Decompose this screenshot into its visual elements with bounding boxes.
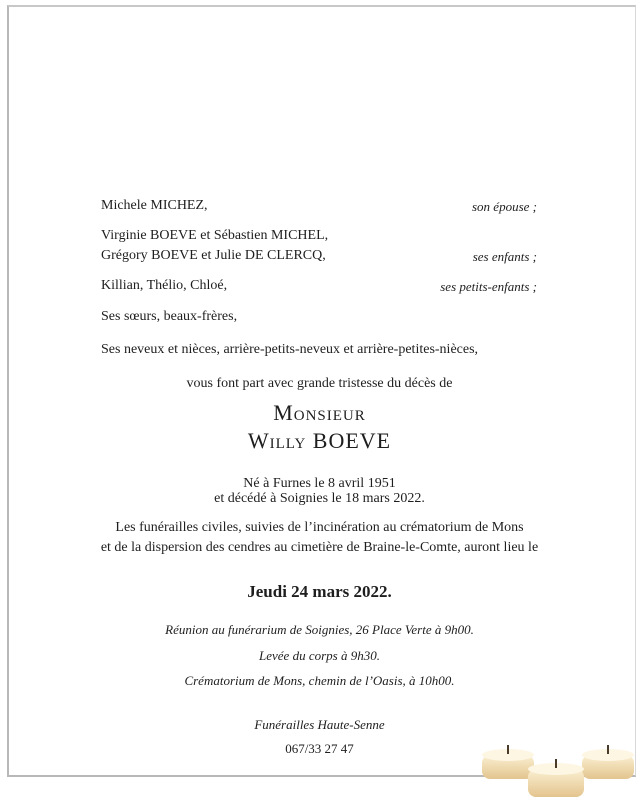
birth-info: Né à Furnes le 8 avril 1951 — [243, 476, 396, 491]
family-spouse-name: Michele MICHEZ, — [101, 198, 208, 213]
family-grandchildren-name: Killian, Thélio, Chloé, — [101, 278, 228, 293]
funeral-home-name: Funérailles Haute-Senne — [254, 717, 385, 732]
candle-icon — [482, 745, 534, 779]
death-info: et décédé à Soignies le 18 mars 2022. — [214, 491, 425, 506]
funeral-home-phone: 067/33 27 47 — [285, 741, 354, 756]
candles-illustration — [470, 745, 639, 800]
schedule-item-2: Levée du corps à 9h30. — [259, 648, 380, 663]
funeral-text-1: Les funérailles civiles, suivies de l’incinération au crématorium de Mons — [115, 520, 524, 535]
family-children-name-2: Grégory BOEVE et Julie DE CLERCQ, — [101, 248, 326, 263]
funeral-date: Jeudi 24 mars 2022. — [247, 582, 392, 601]
family-nephews: Ses neveux et nièces, arrière-petits-neveux et arrière-petites-nièces, — [101, 342, 479, 357]
funeral-text-2: et de la dispersion des cendres au cimetière de Braine-le-Comte, auront lieu le — [100, 540, 539, 555]
family-children-name-1: Virginie BOEVE et Sébastien MICHEL, — [101, 228, 329, 243]
announcement: vous font part avec grande tristesse du décès de — [186, 376, 453, 391]
schedule-item-1: Réunion au funérarium de Soignies, 26 Place Verte à 9h00. — [165, 622, 474, 637]
schedule-item-3: Crématorium de Mons, chemin de l’Oasis, à 10h00. — [184, 673, 455, 688]
deceased-title: Monsieur — [273, 400, 366, 425]
candle-icon — [582, 745, 634, 779]
family-grandchildren-relation: ses petits-enfants ; — [440, 279, 537, 294]
family-siblings: Ses sœurs, beaux-frères, — [101, 309, 238, 324]
family-spouse-relation: son épouse ; — [472, 199, 537, 214]
family-children-relation: ses enfants ; — [472, 249, 537, 264]
deceased-name: Willy BOEVE — [247, 428, 392, 453]
candle-icon — [528, 759, 584, 797]
